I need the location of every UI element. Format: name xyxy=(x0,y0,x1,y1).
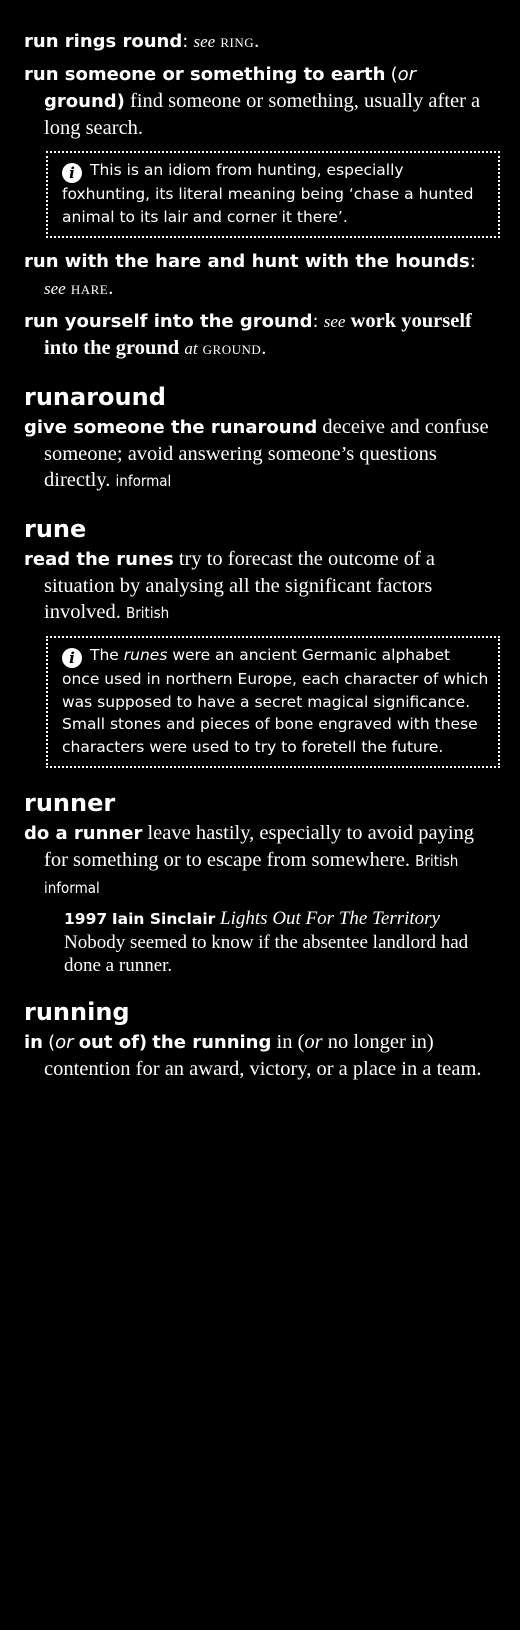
info-icon: i xyxy=(62,163,82,183)
entry-run-rings-round xyxy=(24,28,500,55)
quote-year: 1997 xyxy=(64,910,108,928)
entry-end: . xyxy=(254,30,260,52)
idiom-phrase: run someone or something to earth xyxy=(24,64,386,85)
cross-reference[interactable]: ring xyxy=(220,31,255,52)
idiom-colon: : xyxy=(469,251,476,272)
headword-rune: rune xyxy=(24,515,87,543)
definition: try to forecast the outcome of a situation by analysing all the significant factors involved. xyxy=(44,548,435,623)
entry-in-the-running xyxy=(24,1029,500,1082)
idiom-phrase: in xyxy=(24,1032,43,1053)
headword-running: running xyxy=(24,998,130,1026)
definition: deceive and confuse someone; avoid answering someone’s questions directly. xyxy=(44,416,489,491)
cross-reference[interactable]: ground xyxy=(202,338,262,359)
idiom-phrase: read the runes xyxy=(24,549,174,570)
or-word: or xyxy=(55,1032,74,1053)
entry-read-the-runes xyxy=(24,546,500,626)
register-label: informal xyxy=(115,472,172,490)
or-word: or xyxy=(397,64,417,85)
entry-end: . xyxy=(108,277,114,299)
paren-open: ( xyxy=(390,64,398,85)
citation-quote xyxy=(64,907,500,977)
entry-run-with-the-hare xyxy=(24,248,500,302)
definition-part: in ( xyxy=(276,1031,305,1053)
entry-run-to-earth xyxy=(24,61,500,141)
idiom-phrase-end: the running xyxy=(152,1032,272,1053)
see-label: see xyxy=(193,32,216,51)
usage-note xyxy=(46,151,500,238)
see-label: see xyxy=(323,312,346,331)
entry-do-a-runner xyxy=(24,820,500,901)
entry-end: . xyxy=(261,337,267,359)
note-italic-word: runes xyxy=(123,646,168,664)
see-label: see xyxy=(44,279,66,298)
cross-reference[interactable]: hare xyxy=(70,278,109,299)
idiom-phrase: run rings round xyxy=(24,31,183,52)
info-icon: i xyxy=(62,648,82,668)
note-text: This is an idiom from hunting, especially foxhunting, its literal meaning being ‘chase a hunted animal to its lair and corner it there’. xyxy=(62,161,474,226)
at-label: at xyxy=(184,339,198,358)
idiom-phrase: give someone the runaround xyxy=(24,417,318,438)
definition: no longer in) contention for an award, victory, or a place in a team. xyxy=(44,1031,482,1080)
dictionary-page xyxy=(24,28,500,1088)
cross-reference-phrase[interactable]: work yourself into the ground xyxy=(44,310,472,359)
quote-author: Iain Sinclair xyxy=(111,910,216,928)
paren-open: ( xyxy=(48,1032,56,1053)
entry-give-someone-the-runaround xyxy=(24,414,500,494)
entry-run-yourself-into-the-ground xyxy=(24,308,500,362)
register-label: British xyxy=(126,604,170,622)
idiom-colon: : xyxy=(182,31,189,52)
quote-text: Nobody seemed to know if the absentee landlord had done a runner. xyxy=(64,932,469,976)
quote-title: Lights Out For The Territory xyxy=(220,908,440,929)
usage-note xyxy=(46,636,500,768)
headword-runner: runner xyxy=(24,789,116,817)
idiom-phrase-variant: out of) xyxy=(78,1032,148,1053)
definition: leave hastily, especially to avoid paying for something or to escape from somewhere. xyxy=(44,822,475,871)
idiom-phrase-variant: ground) xyxy=(44,91,125,112)
idiom-phrase: run yourself into the ground xyxy=(24,311,313,332)
idiom-phrase: run with the hare and hunt with the hounds xyxy=(24,251,470,272)
definition: find someone or something, usually after a long search. xyxy=(44,90,481,139)
idiom-colon: : xyxy=(312,311,319,332)
idiom-phrase: do a runner xyxy=(24,823,143,844)
note-text: were an ancient Germanic alphabet once used in northern Europe, each character of which was supposed to have a secret magical significance. Small stones and pieces of bone engraved with these characters were used to try to foretell the future. xyxy=(62,646,489,756)
headword-runaround: runaround xyxy=(24,383,166,411)
register-label: British informal xyxy=(44,852,459,897)
definition-or: or xyxy=(304,1031,323,1053)
note-lead: The xyxy=(90,646,119,664)
